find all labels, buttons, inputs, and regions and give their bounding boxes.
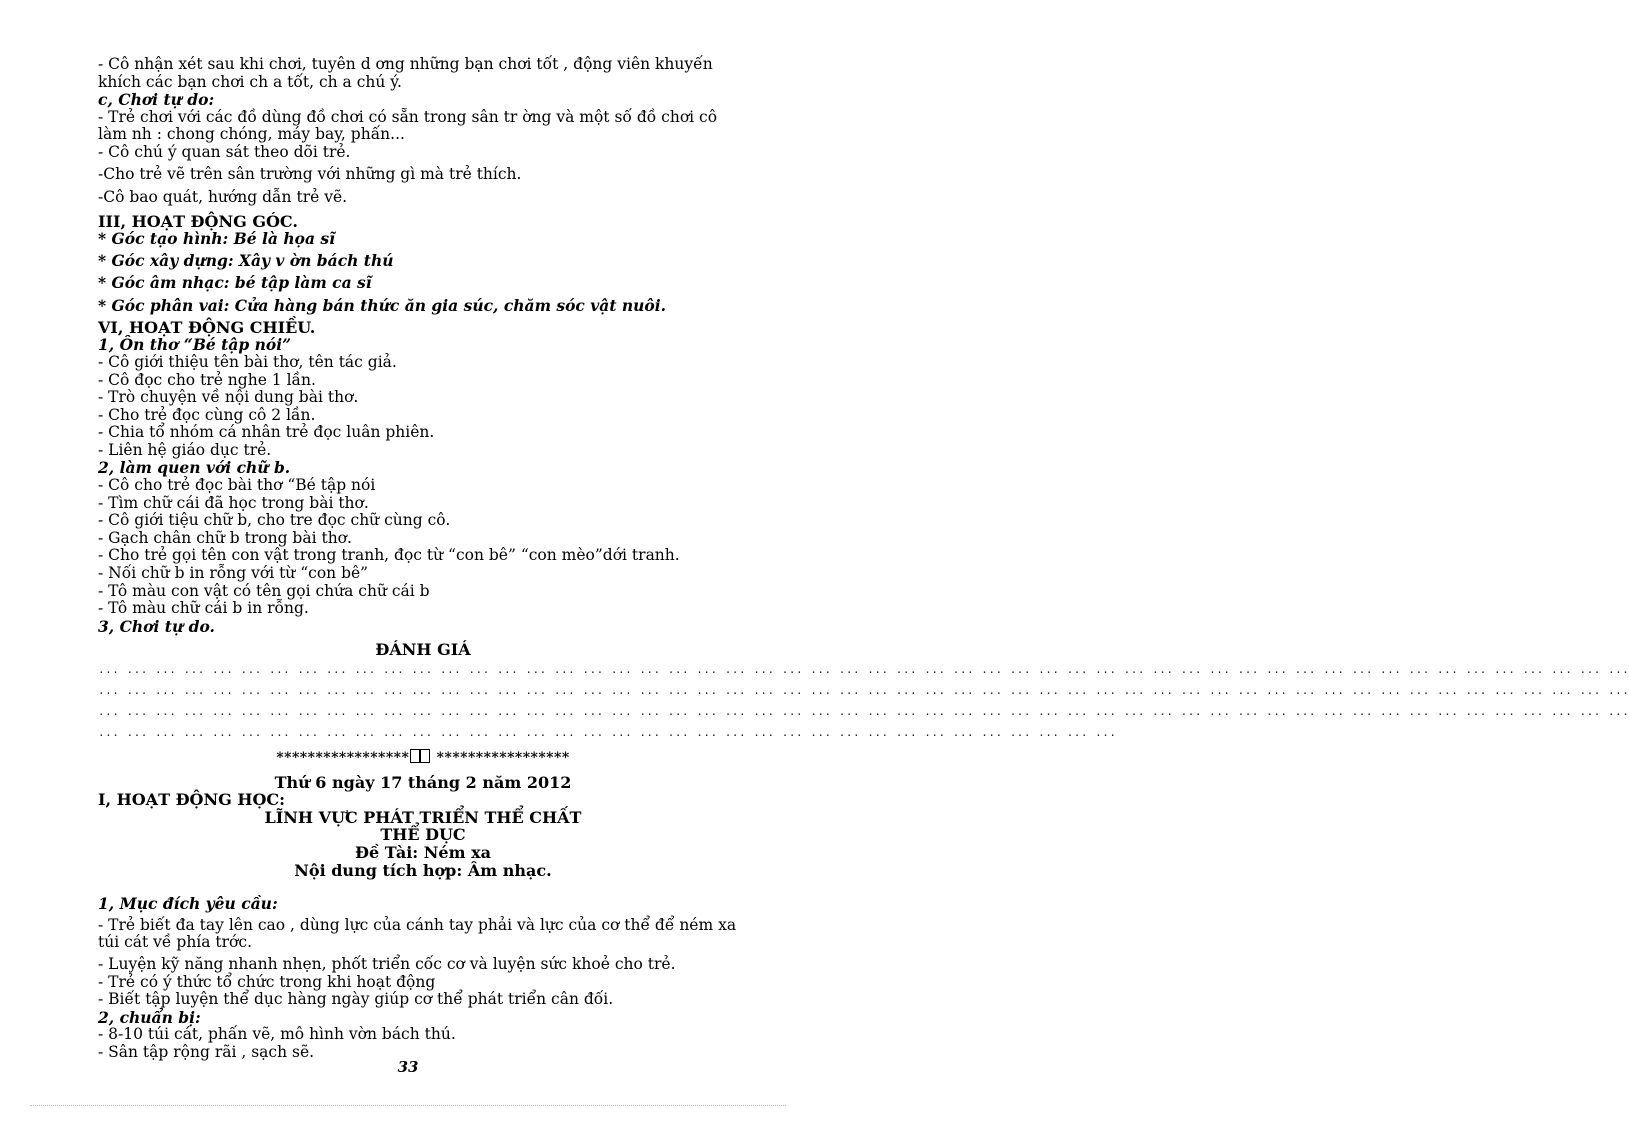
date-title: Thứ 6 ngày 17 tháng 2 năm 2012 [274,772,572,792]
list-item: - Cho trẻ đọc cùng cô 2 lần. [98,405,316,424]
subject-title: THỂ DỤC [380,825,466,845]
topic-value: Ném xa [423,842,492,862]
section-heading: III, HOẠT ĐỘNG GÓC. [98,211,298,231]
list-item: * Góc phân vai: Cửa hàng bán thức ăn gia súc, chăm sóc vật nuôi. [98,296,667,316]
star-run: ***************** [431,750,570,766]
domain-title: LĨNH VỰC PHÁT TRIỂN THỂ CHẤT [264,807,582,827]
list-item: - Liên hệ giáo dục trẻ. [98,440,272,459]
section-heading: 1, Mục đích yêu cầu: [98,894,278,914]
dotted-line: ... ... ... ... ... ... ... ... ... ... ... ... ... ... ... ... ... ... ... ... ... ... ... ... ... ... ... ... ... ... ... ... ... ... ... ... ... ... ... ... ... ... ... ... ... ... ... ... ... ... ... ... ... ... [98,663,1629,676]
subsection-heading: 3, Chơi tự do. [98,616,215,636]
list-item: làm nh : chong chóng, máy bay, phấn... [98,125,405,144]
list-item: - Tìm chữ cái đã học trong bài thơ. [98,493,369,512]
list-item: - Nối chữ b in rỗng với từ “con bê” [98,564,369,583]
list-item: - Trẻ có ý thức tổ chức trong khi hoạt động [98,972,436,991]
bottom-divider [30,1105,786,1106]
topic-line [98,844,748,862]
list-item: - Trò chuyện về nội dung bài thơ. [98,388,359,407]
list-item: * Góc xây dựng: Xây v ờn bách thú [98,250,394,270]
document-page [98,55,1629,1062]
list-item: * Góc tạo hình: Bé là họa sĩ [98,229,336,249]
page-number: 33 [397,1058,419,1076]
evaluation-heading: ĐÁNH GIÁ [375,640,471,660]
list-item: - Cô đọc cho trẻ nghe 1 lần. [98,370,316,389]
list-item: - Cô giới tiệu chữ b, cho tre đọc chữ cùng cô. [98,511,451,530]
list-item: - 8-10 túi cát, phấn vẽ, mô hình vờn bách thú. [98,1025,456,1044]
star-divider [98,749,748,768]
subsection-heading: 1, Ôn thơ “Bé tập nói” [98,335,292,355]
section-heading: I, HOẠT ĐỘNG HỌC: [98,790,286,810]
list-item: -Cô bao quát, hướng dẫn trẻ vẽ. [98,188,348,207]
list-item: - Tô màu con vật có tên gọi chứa chữ cái b [98,581,430,600]
list-item: - Trẻ biết đa tay lên cao , dùng lực của cánh tay phải và lực của cơ thể để ném xa túi cát về phía trớc. [98,915,737,952]
list-item: - Luyện kỹ năng nhanh nhẹn, phốt triển cốc cơ và luyện sức khoẻ cho trẻ. [98,954,676,973]
dotted-line: ... ... ... ... ... ... ... ... ... ... ... ... ... ... ... ... ... ... ... ... ... ... ... ... ... ... ... ... ... ... ... ... ... ... ... ... ... ... ... ... ... ... ... ... ... ... ... ... ... ... ... ... ... ... [98,684,1629,697]
list-item: - Cô chú ý quan sát theo dõi trẻ. [98,142,351,161]
list-item: - Trẻ chơi với các đồ dùng đồ chơi có sẵn trong sân tr ờng và một số đồ chơi cô [98,107,718,126]
star-run: ***************** [276,750,410,766]
list-item: -Cho trẻ vẽ trên sân trường với những gì mà trẻ thích. [98,164,522,183]
dotted-line: ... ... ... ... ... ... ... ... ... ... ... ... ... ... ... ... ... ... ... ... ... ... ... ... ... ... ... ... ... ... ... ... ... ... ... ... [98,726,1117,739]
dotted-line: ... ... ... ... ... ... ... ... ... ... ... ... ... ... ... ... ... ... ... ... ... ... ... ... ... ... ... ... ... ... ... ... ... ... ... ... ... ... ... ... ... ... ... ... ... ... ... ... ... ... ... ... ... ... [98,705,1629,718]
list-item: - Cô giới thiệu tên bài thơ, tên tác giả. [98,352,397,371]
subsection-heading: 2, làm quen với chữ b. [98,458,291,478]
list-item: - Cô cho trẻ đọc bài thơ “Bé tập nói [98,476,376,495]
book-icon [410,749,430,763]
list-item: - Tô màu chữ cái b in rỗng. [98,599,309,618]
list-item: - Gạch chân chữ b trong bài thơ. [98,528,352,547]
body-text: - Cô nhận xét sau khi chơi, tuyên d ơng những bạn chơi tốt , động viên khuyến [98,55,713,73]
list-item: - Cho trẻ gọi tên con vật trong tranh, đọc từ “con bê” “con mèo”dới tranh. [98,546,680,565]
section-heading: c, Chơi tự do: [98,90,215,110]
section-heading: VI, HOẠT ĐỘNG CHIỀU. [98,317,316,337]
section-heading: 2, chuẩn bị: [98,1007,201,1027]
list-item: * Góc âm nhạc: bé tập làm ca sĩ [98,272,372,292]
integrated-content: Nội dung tích hợp: Âm nhạc. [294,860,552,880]
list-item: - Chia tổ nhóm cá nhân trẻ đọc luân phiên. [98,423,435,442]
list-item: - Sân tập rộng rãi , sạch sẽ. [98,1042,315,1061]
topic-label: Đề Tài: [354,842,419,862]
body-text: khích các bạn chơi ch a tốt, ch a chú ý. [98,72,402,91]
list-item: - Biết tập luyện thể dục hàng ngày giúp cơ thể phát triển cân đối. [98,990,614,1009]
